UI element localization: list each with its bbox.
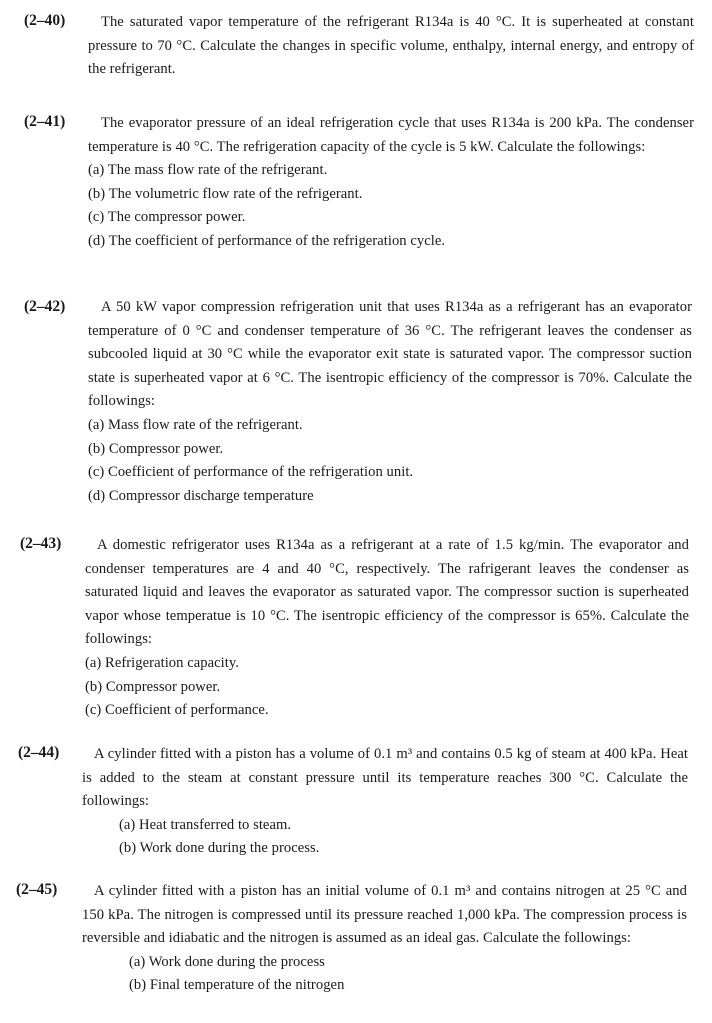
problem-statement: A cylinder fitted with a piston has a volume of 0.1 m³ and contains 0.5 kg of steam at 400 kPa. Heat is added to the steam at constant pressure until its temperature reaches 300 °C. Calculate the followings: (82, 746, 688, 810)
sub-question-c: (c) The compressor power. (88, 209, 246, 226)
problem-statement: The evaporator pressure of an ideal refrigeration cycle that uses R134a is 200 kPa. The condenser temperature is 40 °C. The refrigeration capacity of the cycle is 5 kW. Calculate the followings: (88, 115, 694, 155)
sub-question-d: (d) The coefficient of performance of the refrigeration cycle. (88, 232, 446, 249)
problem-number: (2–43) (20, 535, 62, 552)
problem-body (88, 296, 692, 508)
sub-question-c: (c) Coefficient of performance of the refrigeration unit. (88, 464, 414, 481)
sub-question-c: (c) Coefficient of performance. (85, 702, 269, 719)
problem-number: (2–40) (24, 12, 66, 29)
sub-question-a: (a) Refrigeration capacity. (85, 654, 239, 671)
problem-body (82, 880, 687, 998)
problem-number: (2–44) (18, 744, 60, 761)
sub-question-a: (a) Mass flow rate of the refrigerant. (88, 416, 303, 433)
sub-question-b: (b) The volumetric flow rate of the refrigerant. (88, 185, 363, 202)
problem-number: (2–41) (24, 113, 66, 130)
problem-number: (2–45) (16, 881, 58, 898)
sub-question-a: (a) The mass flow rate of the refrigerant. (88, 162, 328, 179)
problem-body (82, 743, 688, 861)
sub-question-a: (a) Work done during the process (129, 953, 325, 970)
problem-number: (2–42) (24, 298, 66, 315)
problem-body (85, 534, 689, 723)
problem-statement: The saturated vapor temperature of the refrigerant R134a is 40 °C. It is superheated at constant pressure to 70 °C. Calculate the changes in specific volume, enthalpy, internal energy, and entropy of the refrigerant. (88, 14, 694, 78)
sub-question-d: (d) Compressor discharge temperature (88, 487, 314, 504)
sub-question-b: (b) Compressor power. (85, 678, 221, 695)
problem-body (88, 112, 694, 254)
sub-question-b: (b) Compressor power. (88, 440, 224, 457)
sub-question-b: (b) Work done during the process. (119, 840, 320, 857)
sub-question-b: (b) Final temperature of the nitrogen (129, 977, 345, 994)
problem-statement: A cylinder fitted with a piston has an initial volume of 0.1 m³ and contains nitrogen at 25 °C and 150 kPa. The nitrogen is compressed until its pressure reached 1,000 kPa. The compression process is reversible and idiabatic and the nitrogen is assumed as an ideal gas. Calculate the followings: (82, 883, 687, 947)
problem-body (88, 11, 694, 82)
sub-question-a: (a) Heat transferred to steam. (119, 816, 292, 833)
problem-statement: A 50 kW vapor compression refrigeration unit that uses R134a as a refrigerant has an evaporator temperature of 0 °C and condenser temperature of 36 °C. The refrigerant leaves the condenser as subcooled liquid at 30 °C while the evaporator exit state is saturated vapor. The compressor suction state is superheated vapor at 6 °C. The isentropic efficiency of the compressor is 70%. Calculate the followings: (88, 299, 692, 410)
problem-statement: A domestic refrigerator uses R134a as a refrigerant at a rate of 1.5 kg/min. The evaporator and condenser temperatures are 4 and 40 °C, respectively. The rafrigerant leaves the condenser as saturated liquid and leaves the evaporator as saturated vapor. The compressor suction is superheated vapor whose temperatue is 10 °C. The isentropic efficiency of the compressor is 65%. Calculate the followings: (85, 537, 689, 648)
